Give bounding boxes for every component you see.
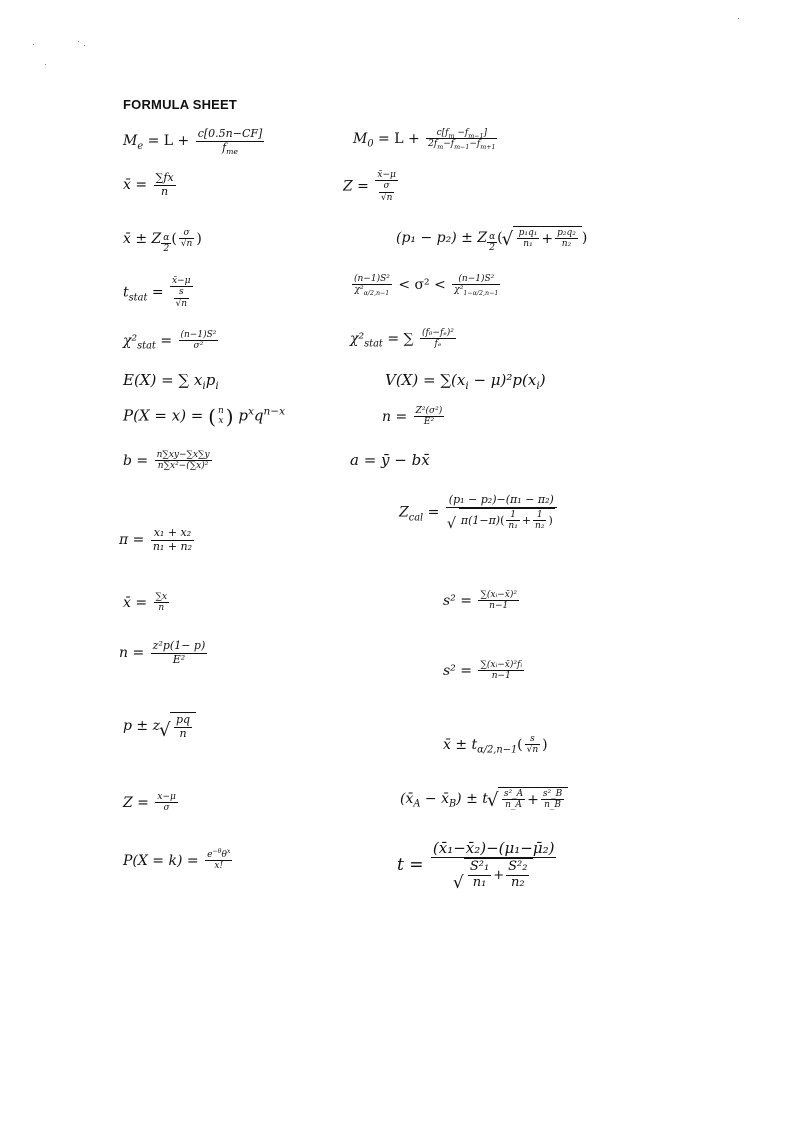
z-cal-formula: $Z_{cal}$ = (p₁ − p₂)−(π₁ − π₂) √ π(1−π)( $\frac{1}{\text{n₁}}$ + $\frac{1}{\text{n₂}}$ ) <box>399 494 559 531</box>
z-mean-formula: Z = $\frac{x̄-\mu}{\frac{\sigma}{√n}}$ <box>343 170 396 203</box>
page-title: FORMULA SHEET <box>123 97 238 112</box>
slope-formula: b = $\frac{n\sum xy-\sum x\sum y}{\text{n∑x²−(∑x)²}}$ <box>123 450 210 472</box>
z-score-formula: Z = $\frac{x-\mu}{\sigma}$ <box>123 792 176 814</box>
sample-variance-grouped-formula: s² = $\frac{\text{∑(xᵢ−x̄)²fᵢ}}{n-1}$ <box>443 660 523 682</box>
poisson-formula: P(X = k) = $\frac{e^{-\theta}\theta^x}{x!}$ <box>123 848 231 872</box>
scan-speck <box>738 18 739 19</box>
mode-formula: $M_0 = L$ + $\frac{c[f_m -f_{m-1}]}{2f_m-f_{m-1}-f_{m+1}}$ <box>353 128 496 152</box>
t-stat-formula: $t_{stat}$ = $\frac{x̄-\mu}{\frac{s}{√n}}$ <box>123 276 191 309</box>
ci-t-formula: x̄ ± $t_{\alpha/2,n-1}$( $\frac{s}{√n}$ ) <box>443 734 548 756</box>
binomial-formula: P(X = x) = ( n x ) $p^xq^{n-x}$ <box>123 404 285 429</box>
grouped-mean-formula: x̄ = $\frac{\sum fx}{n}$ <box>123 171 174 198</box>
sample-variance-formula: s² = $\frac{\text{∑(xᵢ−x̄)²}}{n-1}$ <box>443 590 517 612</box>
expectation-formula: E(X) = ∑ $x_ip_i$ <box>123 371 219 392</box>
mean-formula: x̄ = $\frac{\sum x}{n}$ <box>123 592 168 614</box>
ci-prop-diff-formula: (p₁ − p₂) ± Z $\frac{\alpha}{2}$ ( √ $\frac{\text{p₁q₁}}{\text{n₁}}$ + $\frac{\text{p₂q₂}}{\text{n₂}}$ ) <box>396 226 587 253</box>
chi-variance-formula: $\chi^2_{stat}$ = $\frac{\text{(n−1)S²}}{\text{σ²}}$ <box>123 330 217 352</box>
median-formula: $M_e = L$ + $\frac{c[0.5n-CF]}{f_{me}}$ <box>123 127 263 156</box>
intercept-formula: a = ȳ − bx̄ <box>350 451 430 469</box>
chi-fit-formula: $\chi^2_{stat}$ = ∑ $\frac{\text{(f₀−fₑ)²}}{\text{fₑ}}$ <box>350 328 454 350</box>
ci-mean-formula: x̄ ± Z $\frac{\alpha}{2}$ ( $\frac{\sigma}{√n}$ ) <box>123 228 202 254</box>
t-two-means-formula: t = (x̄₁−x̄₂)−(μ₁−μ̄₂) √ $\frac{\text{S²₁}}{\text{n₁}}$ + $\frac{\text{S²₂}}{\text{n₂}}$ <box>397 840 558 891</box>
scan-speck <box>45 64 46 65</box>
scan-speck <box>78 41 79 42</box>
sample-size-prop-formula: n = $\frac{\text{z²p(1− p)}}{\text{E²}}$ <box>119 639 206 666</box>
scan-speck <box>84 45 85 46</box>
sample-size-mean-formula: n = $\frac{\text{Z²(σ²)}}{\text{E²}}$ <box>382 406 443 428</box>
variance-formula: $V(X) = \sum(x_i - \mu)^2p(x_i)$ <box>385 371 546 392</box>
scan-speck <box>33 44 34 45</box>
ci-two-means-formula: ($x̄_A$ − $x̄_B) \pm t$ √ $\frac{\text{s²\_A}}{n\_A}$ + $\frac{\text{s²\_B}}{n\_B}$ <box>400 787 568 811</box>
pooled-pi-formula: π = $\frac{\text{x₁ + x₂}}{\text{n₁ + n₂}}$ <box>119 526 193 553</box>
ci-variance-formula: $\frac{\text{(n−1)S²}}{\chi^2_{\alpha/2,n-1}}$ < σ² < $\frac{\text{(n−1)S²}}{\chi^2_{1-\alpha/2,n-1}}$ <box>354 274 499 298</box>
ci-proportion-formula: p ± z √ $\frac{pq}{n}$ <box>123 712 196 740</box>
